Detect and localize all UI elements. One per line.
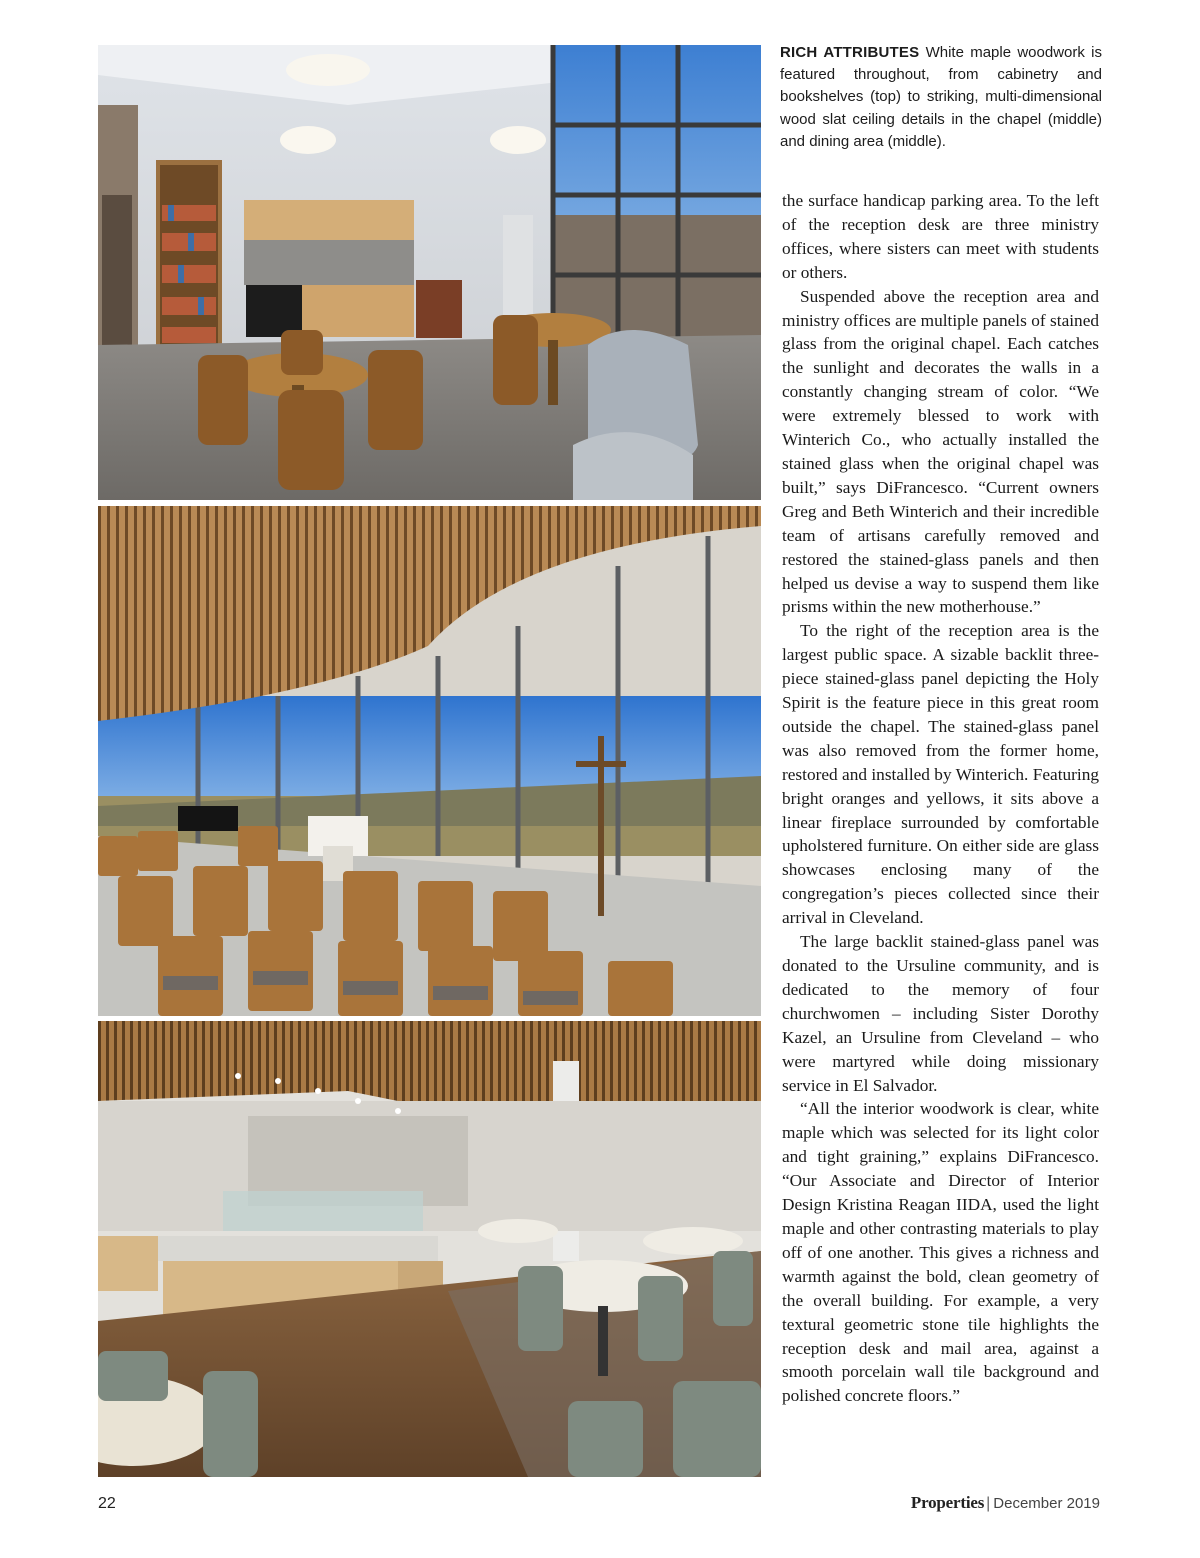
chapel-illustration <box>98 506 761 1016</box>
photo-chapel <box>98 506 761 1016</box>
page-number: 22 <box>98 1495 116 1512</box>
article-body <box>782 189 1099 1408</box>
photo-caption <box>780 42 1102 153</box>
footer-separator: | <box>986 1495 991 1512</box>
article-paragraph: To the right of the reception area is the largest public space. A sizable backlit three-piece stained-glass panel depicting the Holy Spirit is the feature piece in this great room outside the chapel. The stained-glass panel was also removed from the former home, restored and installed by Winterich. Featuring bright oranges and yellows, it sits above a linear fireplace surrounded by comfortable upholstered furniture. On either side are glass showcases enclosing many of the congregation’s pieces collected since their arrival in Cleveland. <box>782 621 1099 928</box>
caption-text: White maple woodwork is featured throughout, from cabinetry and bookshelves (top) to striking, multi-dimensional wood slat ceiling details in the chapel (middle) and dining area (middle). <box>780 44 1102 150</box>
magazine-brand: Properties <box>910 1493 985 1512</box>
lounge-illustration <box>98 45 761 500</box>
photo-dining-area <box>98 1021 761 1477</box>
dining-illustration <box>98 1021 761 1477</box>
article-paragraph: “All the interior woodwork is clear, white maple which was selected for its light color and tight graining,” explains DiFrancesco. “Our Associate and Director of Interior Design Kristina Reagan IIDA, used the light maple and other contrasting materials to play off of one another. This gives a richness and warmth against the bold, clean geometry of the overall building. For example, a very textural geometric stone tile highlights the reception desk and mail area, against a smooth porcelain wall tile background and polished concrete floors.” <box>782 1099 1099 1406</box>
article-paragraph: Suspended above the reception area and ministry offices are multiple panels of stained glass from the original chapel. Each catches the sunlight and decorates the walls in a constantly changing stream of color. “We were extremely blessed to work with Winterich Co., who actually installed the stained glass when the original chapel was built,” says DiFrancesco. “Current owners Greg and Beth Winterich and their incredible team of artisans carefully removed and restored the stained-glass panels and then helped us devise a way to suspend them like prisms within the new motherhouse.” <box>782 286 1099 617</box>
article-paragraph: The large backlit stained-glass panel was donated to the Ursuline community, and is dedicated to the memory of four churchwomen – including Sister Dorothy Kazel, an Ursuline from Cleveland – who were martyred while doing missionary service in El Salvador. <box>782 932 1099 1095</box>
photo-lounge-kitchenette <box>98 45 761 500</box>
magazine-footer <box>911 1493 1100 1513</box>
caption-kicker: RICH ATTRIBUTES <box>780 44 920 61</box>
article-paragraph: the surface handicap parking area. To the left of the reception desk are three ministry offices, where sisters can meet with students or others. <box>782 191 1099 282</box>
issue-date: December 2019 <box>993 1495 1100 1512</box>
